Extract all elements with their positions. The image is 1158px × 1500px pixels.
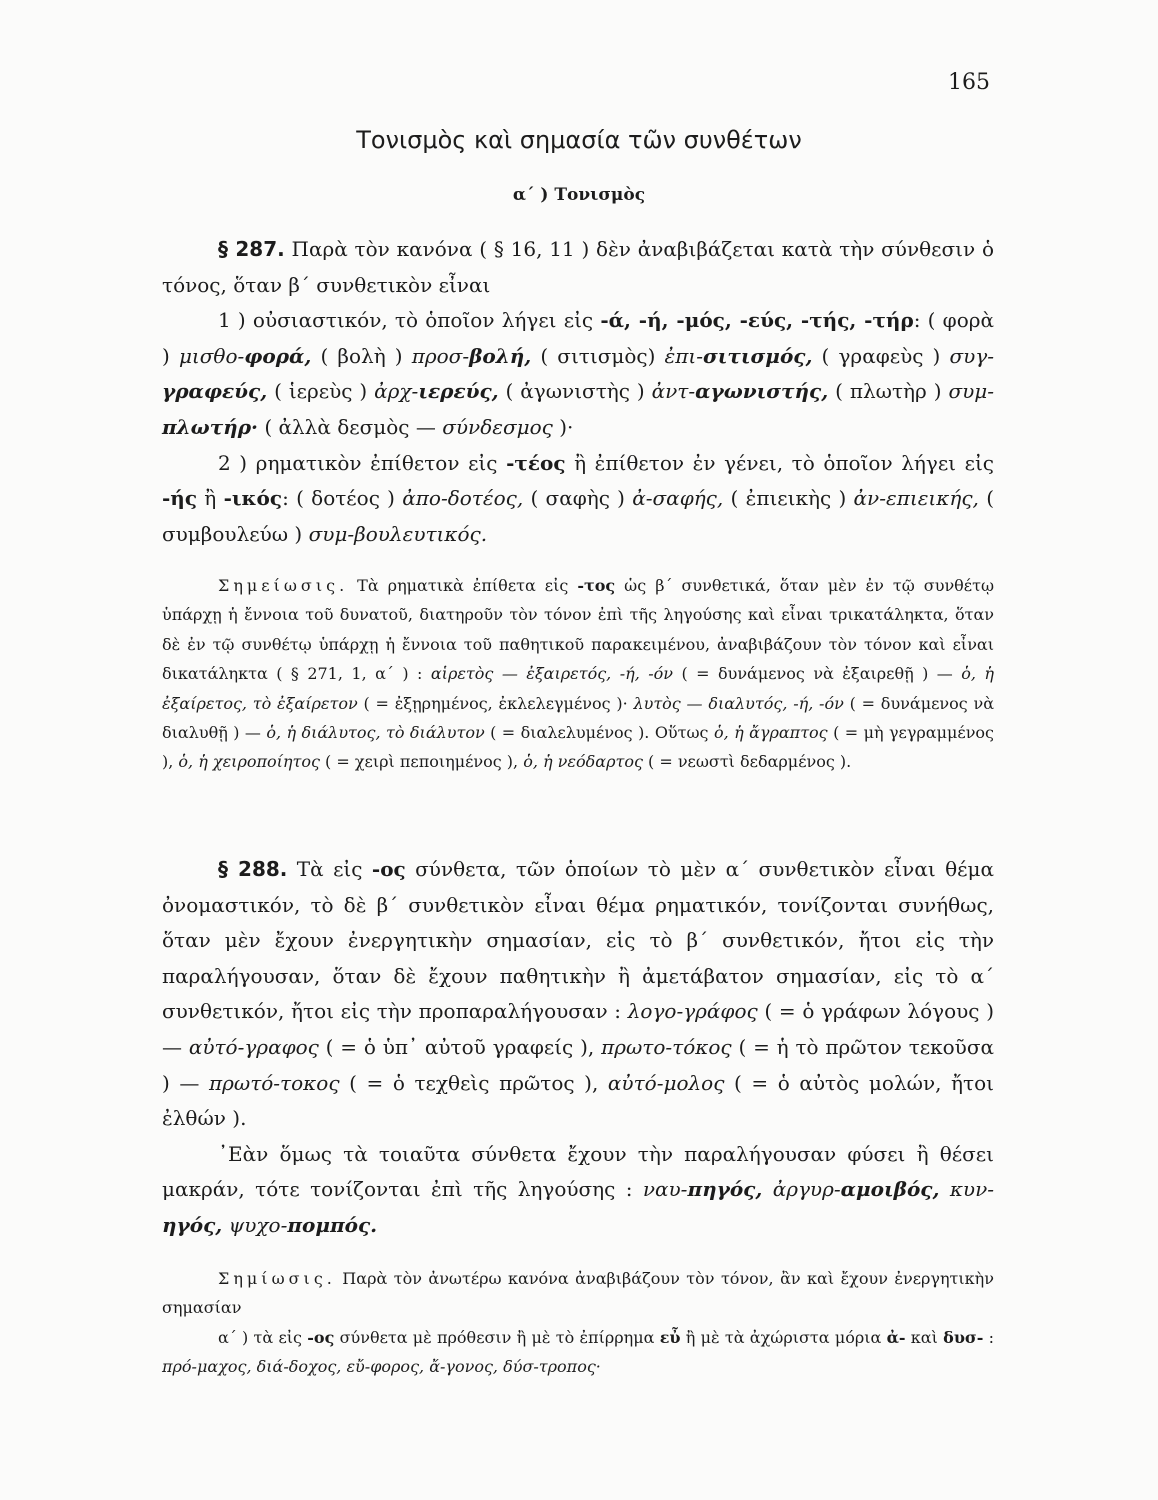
note-1-paragraph [162,571,994,777]
section-287-number: § 287. [218,237,285,261]
text-run: -ής [162,486,198,511]
text-run: )· [552,414,574,439]
text-run: πρωτό-τοκος [208,1070,340,1095]
section-288-paragraph-1-text [162,857,994,1130]
text-run: συγ- [949,343,994,368]
text-run: πρό-μαχος, διά-δοχος, εὔ-φορος, ἄ-γονος, δύσ-τροπος· [162,1357,601,1377]
text-run: ( ἀγωνιστὴς ) [498,379,652,404]
text-run: -ος [307,1327,335,1347]
text-run: ( = δυνάμενος νὰ διαλυθῇ ) — [162,693,995,743]
text-run: αἱρετὸς — ἐξαιρετός, -ή, -όν [430,664,673,684]
section-287-intro-paragraph [162,232,994,303]
text-run: ( πλωτὴρ ) [828,379,949,404]
text-run: : [983,1327,995,1347]
text-run: ἀρχ- [374,379,419,404]
text-run: πηγός, [687,1177,763,1202]
page-title: Τονισμὸς καὶ σημασία τῶν συνθέτων [356,126,802,154]
text-run: σύνδεσμος [442,414,553,439]
note-2-intro: Παρὰ τὸν ἀνωτέρω κανόνα ἀναβιβάζουν τὸν τόνον, ἂν καὶ ἔχουν ἐνεργητικὴν σημασίαν [162,1269,994,1318]
section-287-intro-text: Παρὰ τὸν κανόνα ( § 16, 11 ) δὲν ἀναβιβάζεται κατὰ τὴν σύνθεσιν ὁ τόνος, ὅταν β΄ συνθετικὸν εἶναι [162,237,995,297]
text-run: -τος [577,576,616,595]
text-run: σύνθετα μὲ πρόθεσιν ἢ μὲ τὸ ἐπίρρημα [334,1327,660,1347]
text-run: -ά, -ή, -μός, -εύς, -τής, -τήρ [600,308,914,333]
section-287-rule-2 [162,446,994,553]
text-run: ηγός, [162,1212,223,1237]
text-run: ( ἐπιεικὴς ) [723,486,854,511]
text-run: ὁ, ἡ χειροποίητος [178,752,320,772]
text-run: ( ἀλλὰ δεσμὸς — [257,414,443,439]
text-run: ( συμβουλεύω ) [162,486,994,546]
text-run: ναυ- [642,1177,688,1202]
section-287 [162,232,994,552]
section-288-paragraph-2 [162,1137,994,1244]
text-run: -τέος [506,450,566,475]
text-run: : ( δοτέος ) [282,486,403,511]
text-run: ( = ὁ αὐτὸς μολών, ἤτοι ἐλθών ). [162,1070,994,1131]
text-run: ( βολὴ ) [311,343,412,368]
text-run: συμ-βουλευτικός. [308,521,488,546]
text-run: ἀντ- [651,379,696,404]
section-287-rule-1 [162,303,994,445]
text-run: ἀπο-δοτέος, [402,486,524,511]
text-run: 1 ) οὐσιαστικόν, τὸ ὁποῖον λήγει εἰς [218,308,601,333]
text-run: ( = χειρὶ πεποιημένος ), [319,752,524,772]
text-run: ( = ὁ τεχθεὶς πρῶτος ), [339,1070,608,1095]
section-288-number: § 288. [218,857,288,881]
note-2-paragraph-2 [162,1323,994,1382]
text-run: λυτὸς — διαλυτός, -ή, -όν [633,693,844,713]
text-run: : ( φορὰ ) [162,308,994,368]
text-run: ιερεύς, [418,379,499,404]
text-run: κυν- [949,1177,995,1202]
text-run: ( = διαλελυμένος ). Οὕτως [484,723,714,743]
text-run: αὐτό-γραφος [188,1034,319,1059]
text-run: ( = ἐξῃρημένος, ἐκλελεγμένος )· [357,693,634,713]
section-288-paragraph-1 [162,852,994,1137]
text-run: Τὰ ρηματικὰ ἐπίθετα εἰς [348,576,578,595]
text-run: ( γραφεὺς ) [812,343,950,368]
text-run [939,1177,949,1201]
text-run: ᾽Εὰν ὅμως τὰ τοιαῦτα σύνθετα ἔχουν τὴν παραλήγουσαν φύσει ἢ θέσει μακράν, τότε τονίζονται ἐπὶ τῆς ληγούσης : [162,1141,994,1202]
text-run: ἀργυρ- [772,1177,841,1202]
text-run: -ος [371,857,406,881]
text-run: ὁ, ἡ ἐξαίρετος, τὸ ἐξαίρετον [162,664,994,713]
text-run: ( = νεωστὶ δεδαρμένος ). [642,752,852,772]
text-run: μισθο- [178,343,245,368]
text-run: δυσ- [943,1327,984,1347]
section-288 [162,852,994,1244]
text-run: ( = μὴ γεγραμμένος ), [162,723,995,772]
text-run: ἀ-σαφής, [632,486,724,511]
text-run: ὡς β΄ συνθετικά, ὅταν μὲν ἐν τῷ συνθέτῳ ὑπάρχῃ ἡ ἔννοια τοῦ δυνατοῦ, διατηροῦν τὸν τόνον ἐπὶ τῆς ληγούσης καὶ εἶναι τρικατάληκτα, ὅταν δὲ ἐν τῷ συνθέτῳ ὑπάρχῃ ἡ ἔννοια τοῦ παθητικοῦ παρακειμένου, ἀναβιβάζουν τὸν τόνον καὶ εἶναι δικατάληκτα ( § 271, 1, α΄ ) : [162,576,994,684]
text-run: φορά, [244,343,312,368]
note-2-label: Σημίωσις. [218,1269,336,1288]
text-run: αὐτό-μολος [607,1070,725,1095]
text-run: πομπός. [287,1212,378,1237]
text-run: ( = ἡ τὸ πρῶτον τεκοῦσα ) — [162,1034,994,1095]
text-run: α΄ ) τὰ εἰς [218,1327,308,1347]
text-run: 2 ) ρηματικὸν ἐπίθετον εἰς [218,450,507,475]
text-run: ἀ- [886,1327,906,1347]
text-run: ἐπι- [664,343,703,368]
text-run: ( = ὁ ὑπ᾽ αὐτοῦ γραφείς ), [318,1034,602,1059]
text-run: ( = ὁ γράφων λόγους ) — [162,999,994,1059]
text-run: ἢ μὲ τὰ ἀχώριστα μόρια [680,1327,887,1347]
text-run: ἀν-επιεικής, [853,486,979,511]
text-run: ( ἱερεὺς ) [267,379,375,404]
text-run: σιτισμός, [703,343,813,368]
text-run: γραφεύς, [162,379,268,404]
text-run: λογο-γράφος [627,999,758,1024]
text-run: ὁ, ἡ νεόδαρτος [523,752,643,772]
text-run: καὶ [905,1327,944,1347]
text-run: ἢ [197,486,224,511]
text-run: Τὰ εἰς [287,857,372,881]
text-run: ἢ ἐπίθετον ἐν γένει, τὸ ὁποῖον λήγει εἰς [565,450,995,475]
text-run: πρωτο-τόκος [601,1034,732,1059]
text-run: βολή, [469,343,532,368]
text-run: αγωνιστής, [695,379,829,404]
note-2-paragraph-1 [162,1264,994,1323]
text-run: -ικός [223,486,283,511]
text-run: προσ- [411,343,470,368]
text-run: ὁ, ἡ διάλυτος, τὸ διάλυτον [266,723,485,743]
note-1-label: Σημείωσις. [218,576,349,595]
note-1-body [162,576,994,771]
text-run: εὖ [659,1327,681,1347]
page-subtitle: α΄ ) Τονισμὸς [512,185,646,205]
page-number: 165 [948,70,990,95]
text-run: ( = δυνάμενος νὰ ἐξαιρεθῇ ) — [673,664,962,684]
text-run: αμοιβός, [840,1177,940,1202]
text-run: ( σιτισμὸς) [531,343,665,368]
text-run: συμ- [948,379,995,404]
text-run: σύνθετα, τῶν ὁποίων τὸ μὲν α΄ συνθετικὸν εἶναι θέμα ὀνομαστικόν, τὸ δὲ β΄ συνθετικὸν εἶναι θέμα ρηματικόν, τονίζονται συνήθως, ὅταν μὲν ἔχουν ἐνεργητικὴν σημασίαν, εἰς τὸ β΄ συνθετικόν, ἤτοι εἰς τὴν παραλήγουσαν, ὅταν δὲ ἔχουν παθητικὴν ἢ ἀμετάβατον σημασίαν, εἰς τὸ α΄ συνθετικόν, ἤτοι εἰς τὴν προπαραλήγουσαν : [162,857,994,1024]
text-run: πλωτήρ· [162,414,258,439]
note-2 [162,1264,994,1382]
note-1 [162,571,994,777]
text-run: ψυχο- [228,1212,288,1237]
text-run: ( σαφὴς ) [523,486,633,511]
text-run [762,1177,772,1201]
text-run: ὁ, ἡ ἄγραπτος [713,723,828,743]
